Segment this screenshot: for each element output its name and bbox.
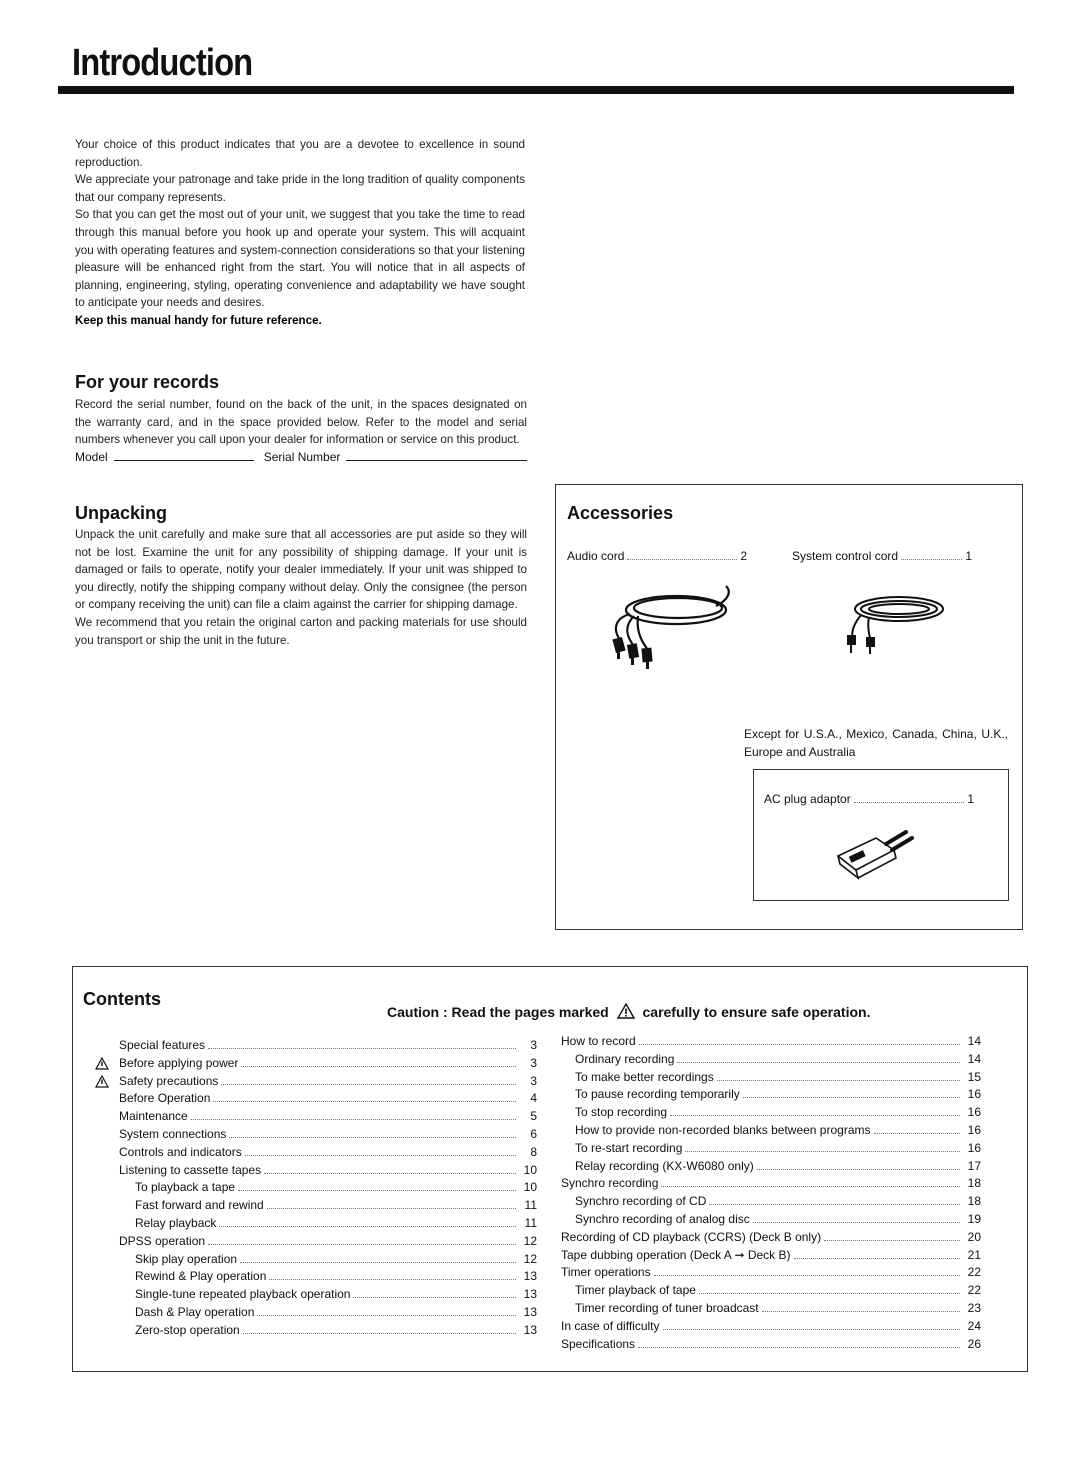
- toc-entry[interactable]: [561, 1086, 981, 1104]
- toc-entry-page: 16: [967, 1140, 981, 1155]
- contents-box: [72, 966, 1028, 1372]
- toc-entry-page: 16: [967, 1087, 981, 1102]
- serial-field[interactable]: [346, 460, 527, 461]
- intro-paragraph: So that you can get the most out of your unit, we suggest that you take the time to read through this manual before you hook up and operate your system. This will acquaint you with operating features and system-connection considerations so that your listening pleasure will be enhanced right from the start. You will notice that in all aspects of planning, engineering, styling, operating convenience and adaptability we have sought to anticipate your needs and desires.: [75, 208, 525, 310]
- unpacking-section: [75, 503, 527, 649]
- toc-entry-label: To re-start recording: [575, 1140, 683, 1155]
- toc-entry-page: 16: [967, 1105, 981, 1120]
- toc-entry-page: 26: [967, 1336, 981, 1351]
- toc-entry-page: 3: [530, 1038, 537, 1052]
- contents-left-column: [119, 1037, 537, 1340]
- warning-triangle-icon: [617, 1003, 635, 1019]
- toc-entry[interactable]: [561, 1104, 981, 1122]
- records-heading: For your records: [75, 372, 220, 392]
- toc-entry-label: Controls and indicators: [119, 1144, 242, 1159]
- toc-leader-dots: [638, 1347, 960, 1348]
- toc-entry[interactable]: [561, 1264, 981, 1282]
- toc-leader-dots: [240, 1262, 516, 1263]
- toc-leader-dots: [245, 1155, 516, 1156]
- intro-paragraph: We appreciate your patronage and take pride in the long tradition of quality components that our company represents.: [75, 173, 525, 204]
- model-label: Model: [75, 449, 108, 464]
- toc-entry[interactable]: [561, 1069, 981, 1087]
- toc-entry-label: Before applying power: [119, 1055, 239, 1070]
- accessories-except-note: Except for U.S.A., Mexico, Canada, China, U.K., Europe and Australia: [744, 727, 1008, 759]
- toc-leader-dots: [213, 1101, 516, 1102]
- toc-entry-page: 20: [967, 1229, 981, 1244]
- toc-entry-page: 15: [967, 1069, 981, 1084]
- toc-entry-page: 13: [523, 1269, 537, 1284]
- toc-entry-page: 21: [967, 1247, 981, 1262]
- toc-entry-label: Timer recording of tuner broadcast: [575, 1300, 759, 1315]
- toc-entry-page: 6: [530, 1126, 537, 1141]
- accessories-heading: Accessories: [567, 503, 674, 523]
- toc-entry[interactable]: [119, 1268, 537, 1286]
- contents-heading: Contents: [83, 989, 161, 1009]
- toc-entry-label: System connections: [119, 1126, 227, 1141]
- toc-entry[interactable]: [119, 1108, 537, 1126]
- toc-entry-page: 8: [530, 1144, 537, 1159]
- toc-entry[interactable]: [561, 1318, 981, 1336]
- toc-leader-dots: [743, 1097, 960, 1098]
- toc-entry-label: Safety precautions: [119, 1073, 219, 1088]
- toc-entry[interactable]: [119, 1197, 537, 1215]
- toc-entry[interactable]: [119, 1233, 537, 1251]
- intro-section: [75, 136, 525, 330]
- toc-entry[interactable]: [561, 1158, 981, 1176]
- toc-entry-page: 11: [524, 1215, 537, 1230]
- toc-entry[interactable]: [119, 1304, 537, 1322]
- toc-entry-label: Before Operation: [119, 1091, 211, 1106]
- toc-entry-label: Skip play operation: [135, 1251, 238, 1266]
- toc-leader-dots: [264, 1173, 516, 1174]
- toc-entry-label: Timer playback of tape: [575, 1283, 696, 1298]
- toc-entry[interactable]: [561, 1211, 981, 1229]
- toc-entry-page: 10: [523, 1162, 537, 1177]
- toc-leader-dots: [191, 1119, 516, 1120]
- toc-entry[interactable]: [561, 1033, 981, 1051]
- toc-leader-dots: [267, 1208, 516, 1209]
- toc-entry[interactable]: [561, 1193, 981, 1211]
- toc-entry-page: 18: [967, 1176, 981, 1191]
- toc-leader-dots: [794, 1258, 960, 1259]
- toc-entry[interactable]: [561, 1175, 981, 1193]
- toc-entry-label: To make better recordings: [575, 1069, 714, 1084]
- toc-entry-page: 16: [967, 1122, 981, 1137]
- toc-leader-dots: [677, 1062, 960, 1063]
- audio-cord-illustration: [606, 580, 741, 675]
- toc-entry-page: 14: [967, 1034, 981, 1048]
- system-control-cord-illustration: [841, 585, 951, 655]
- toc-entry-page: 23: [967, 1300, 981, 1315]
- toc-leader-dots: [241, 1066, 516, 1067]
- accessory-system-control-cord: System control cord 1: [792, 549, 972, 563]
- toc-entry-label: How to provide non-recorded blanks between programs: [575, 1122, 871, 1137]
- toc-entry-page: 10: [523, 1180, 537, 1195]
- toc-leader-dots: [639, 1044, 960, 1045]
- caution-prefix: Caution : Read the pages marked: [387, 1004, 609, 1020]
- toc-entry[interactable]: [561, 1122, 981, 1140]
- toc-leader-dots: [757, 1169, 960, 1170]
- toc-entry-label: Specifications: [561, 1336, 636, 1351]
- toc-entry-page: 18: [967, 1194, 981, 1209]
- serial-label: Serial Number: [263, 449, 341, 464]
- ac-plug-adaptor-illustration: [828, 824, 928, 884]
- warning-triangle-icon: [95, 1057, 109, 1070]
- toc-entry-page: 12: [523, 1233, 537, 1248]
- toc-entry-page: 3: [530, 1073, 537, 1088]
- accessories-box: [555, 484, 1023, 930]
- toc-entry-label: To pause recording temporarily: [575, 1087, 740, 1102]
- toc-entry-label: Synchro recording: [561, 1176, 659, 1191]
- toc-entry-label: To playback a tape: [135, 1180, 236, 1195]
- toc-leader-dots: [717, 1080, 960, 1081]
- caution-suffix: carefully to ensure safe operation.: [642, 1004, 871, 1020]
- toc-entry-label: Synchro recording of CD: [575, 1194, 707, 1209]
- warning-triangle-icon: [95, 1075, 109, 1088]
- toc-entry[interactable]: [119, 1126, 537, 1144]
- toc-leader-dots: [229, 1137, 516, 1138]
- toc-entry-label: In case of difficulty: [561, 1318, 660, 1333]
- toc-leader-dots: [238, 1190, 516, 1191]
- toc-entry[interactable]: [561, 1229, 981, 1247]
- toc-leader-dots: [753, 1222, 960, 1223]
- toc-leader-dots: [257, 1315, 516, 1316]
- toc-entry-page: 24: [967, 1318, 981, 1333]
- accessory-audio-cord: Audio cord 2: [567, 549, 747, 563]
- toc-leader-dots: [661, 1186, 960, 1187]
- toc-entry-page: 22: [967, 1265, 981, 1280]
- toc-entry[interactable]: [119, 1162, 537, 1180]
- toc-leader-dots: [874, 1133, 961, 1134]
- toc-entry-page: 3: [530, 1055, 537, 1070]
- toc-entry-label: Timer operations: [561, 1265, 651, 1280]
- toc-entry[interactable]: [119, 1090, 537, 1108]
- toc-entry-label: To stop recording: [575, 1105, 668, 1120]
- toc-entry-label: Rewind & Play operation: [135, 1269, 267, 1284]
- toc-entry-label: Relay recording (KX-W6080 only): [575, 1158, 754, 1173]
- records-text: Record the serial number, found on the back of the unit, in the spaces designated on the warranty card, and in the space provided below. Refer to the model and serial numbers whenever you call upon your dealer for information or service on this product.: [75, 398, 527, 447]
- toc-entry-page: 19: [967, 1211, 981, 1226]
- title-rule: [58, 86, 1014, 94]
- toc-entry-page: 14: [967, 1051, 981, 1066]
- toc-leader-dots: [824, 1240, 960, 1241]
- toc-leader-dots: [663, 1329, 961, 1330]
- records-section: [75, 372, 527, 464]
- toc-entry[interactable]: [119, 1144, 537, 1162]
- toc-entry-label: DPSS operation: [119, 1233, 206, 1248]
- toc-leader-dots: [221, 1084, 516, 1085]
- toc-leader-dots: [353, 1297, 516, 1298]
- toc-entry[interactable]: [119, 1215, 537, 1233]
- toc-leader-dots: [654, 1275, 960, 1276]
- page-title: Introduction: [72, 42, 253, 84]
- toc-entry-label: Recording of CD playback (CCRS) (Deck B only): [561, 1229, 822, 1244]
- caution-line: [387, 1003, 870, 1020]
- toc-entry-label: Synchro recording of analog disc: [575, 1211, 750, 1226]
- adaptor-box: [753, 769, 1009, 901]
- toc-entry-page: 17: [967, 1158, 981, 1173]
- toc-entry[interactable]: [119, 1055, 537, 1073]
- toc-leader-dots: [243, 1333, 516, 1334]
- toc-entry[interactable]: [119, 1251, 537, 1269]
- keep-manual-note: Keep this manual handy for future reference.: [75, 313, 322, 327]
- toc-entry[interactable]: [561, 1336, 981, 1354]
- toc-entry-page: 11: [524, 1198, 537, 1213]
- unpacking-paragraph: Unpack the unit carefully and make sure that all accessories are put aside so they will not be lost. Examine the unit for any possibility of shipping damage. If your unit is damaged or fails to operate, notify your dealer immediately. If your unit was shipped to you directly, notify the shipping company without delay. Only the consignee (the person or company receiving the unit) can file a claim against the carrier for shipping damage.: [75, 528, 527, 612]
- toc-entry-label: How to record: [561, 1034, 636, 1048]
- toc-entry-label: Relay playback: [135, 1215, 217, 1230]
- model-field[interactable]: [114, 460, 254, 461]
- unpacking-paragraph: We recommend that you retain the original carton and packing materials for use should you transport or ship the unit in the future.: [75, 615, 527, 647]
- toc-entry[interactable]: [561, 1247, 981, 1265]
- toc-entry[interactable]: [561, 1300, 981, 1318]
- serial-row: [75, 450, 527, 464]
- toc-entry[interactable]: [119, 1179, 537, 1197]
- toc-leader-dots: [685, 1151, 960, 1152]
- intro-paragraph: Your choice of this product indicates that you are a devotee to excellence in sound reproduction.: [75, 138, 525, 169]
- toc-leader-dots: [762, 1311, 960, 1312]
- toc-entry-label: Special features: [119, 1038, 206, 1052]
- toc-entry-page: 5: [530, 1109, 537, 1124]
- toc-leader-dots: [208, 1048, 516, 1049]
- toc-entry-label: Single-tune repeated playback operation: [135, 1287, 351, 1302]
- toc-entry-page: 13: [523, 1304, 537, 1319]
- toc-entry-label: Fast forward and rewind: [135, 1198, 264, 1213]
- toc-leader-dots: [269, 1279, 516, 1280]
- unpacking-heading: Unpacking: [75, 503, 168, 523]
- toc-entry[interactable]: [561, 1140, 981, 1158]
- contents-right-column: [561, 1033, 981, 1353]
- toc-entry-page: 13: [523, 1322, 537, 1337]
- toc-entry-label: Zero-stop operation: [135, 1322, 240, 1337]
- toc-leader-dots: [699, 1293, 960, 1294]
- toc-entry-page: 22: [967, 1283, 981, 1298]
- toc-entry-label: Maintenance: [119, 1109, 188, 1124]
- toc-entry-label: Tape dubbing operation (Deck A ➞ Deck B): [561, 1247, 791, 1262]
- toc-leader-dots: [709, 1204, 960, 1205]
- toc-entry[interactable]: [119, 1286, 537, 1304]
- toc-entry[interactable]: [119, 1037, 537, 1055]
- toc-leader-dots: [670, 1115, 960, 1116]
- toc-entry[interactable]: [561, 1282, 981, 1300]
- toc-entry-label: Listening to cassette tapes: [119, 1162, 262, 1177]
- toc-leader-dots: [219, 1226, 516, 1227]
- toc-entry-page: 4: [530, 1091, 537, 1106]
- toc-leader-dots: [208, 1244, 516, 1245]
- toc-entry[interactable]: [119, 1322, 537, 1340]
- toc-entry-label: Ordinary recording: [575, 1051, 675, 1066]
- accessory-ac-plug-adaptor: AC plug adaptor 1: [764, 792, 974, 806]
- toc-entry-label: Dash & Play operation: [135, 1304, 255, 1319]
- toc-entry[interactable]: [119, 1073, 537, 1091]
- toc-entry-page: 12: [523, 1251, 537, 1266]
- toc-entry-page: 13: [523, 1287, 537, 1302]
- toc-entry[interactable]: [561, 1051, 981, 1069]
